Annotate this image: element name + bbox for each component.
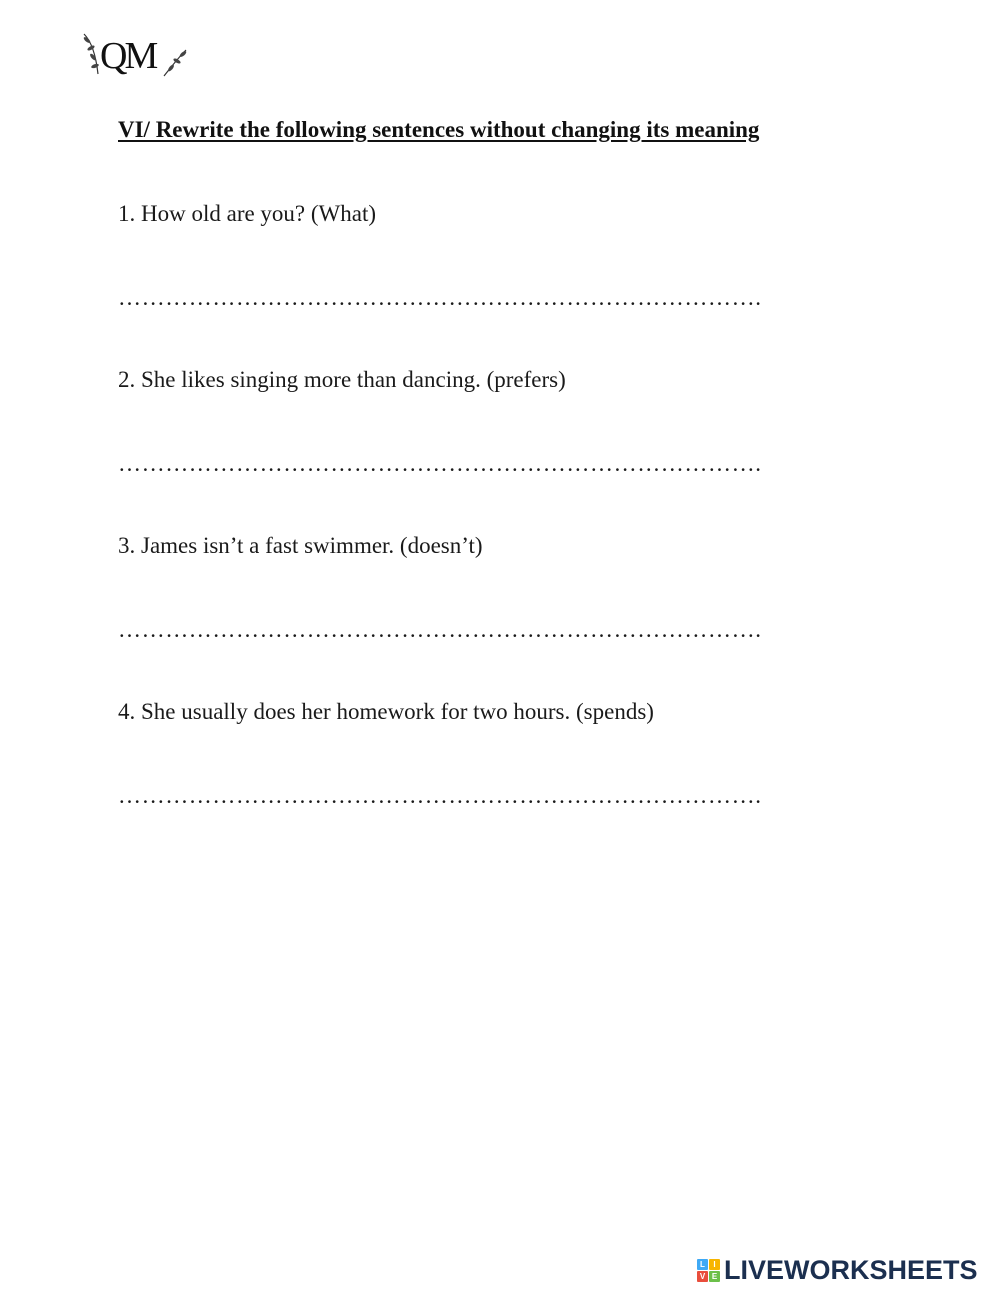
answer-line-4[interactable]: ………………………………………………………………………. (118, 783, 762, 808)
answer-line-2[interactable]: ………………………………………………………………………. (118, 451, 762, 476)
question-1: 1. How old are you? (What) (118, 201, 377, 226)
question-4: 4. She usually does her homework for two hours. (spends) (118, 699, 654, 724)
liveworksheets-logo-icon (697, 1259, 720, 1282)
answer-line-1[interactable]: ………………………………………………………………………. (118, 285, 762, 310)
brand-name: LIVEWORKSHEETS (724, 1254, 978, 1285)
answer-line-3[interactable]: ………………………………………………………………………. (118, 617, 762, 642)
brand-block-1: L (697, 1259, 708, 1270)
question-2: 2. She likes singing more than dancing. (prefers) (118, 367, 566, 392)
logo (80, 30, 190, 82)
brand-block-3: V (697, 1271, 708, 1282)
logo-monogram: QM (100, 35, 156, 77)
brand-block-2: I (709, 1259, 720, 1270)
brand-block-4: E (709, 1271, 720, 1282)
liveworksheets-brand (697, 1253, 978, 1287)
exercise-heading: VI/ Rewrite the following sentences without changing its meaning (118, 117, 760, 142)
question-3: 3. James isn’t a fast swimmer. (doesn’t) (118, 533, 483, 558)
